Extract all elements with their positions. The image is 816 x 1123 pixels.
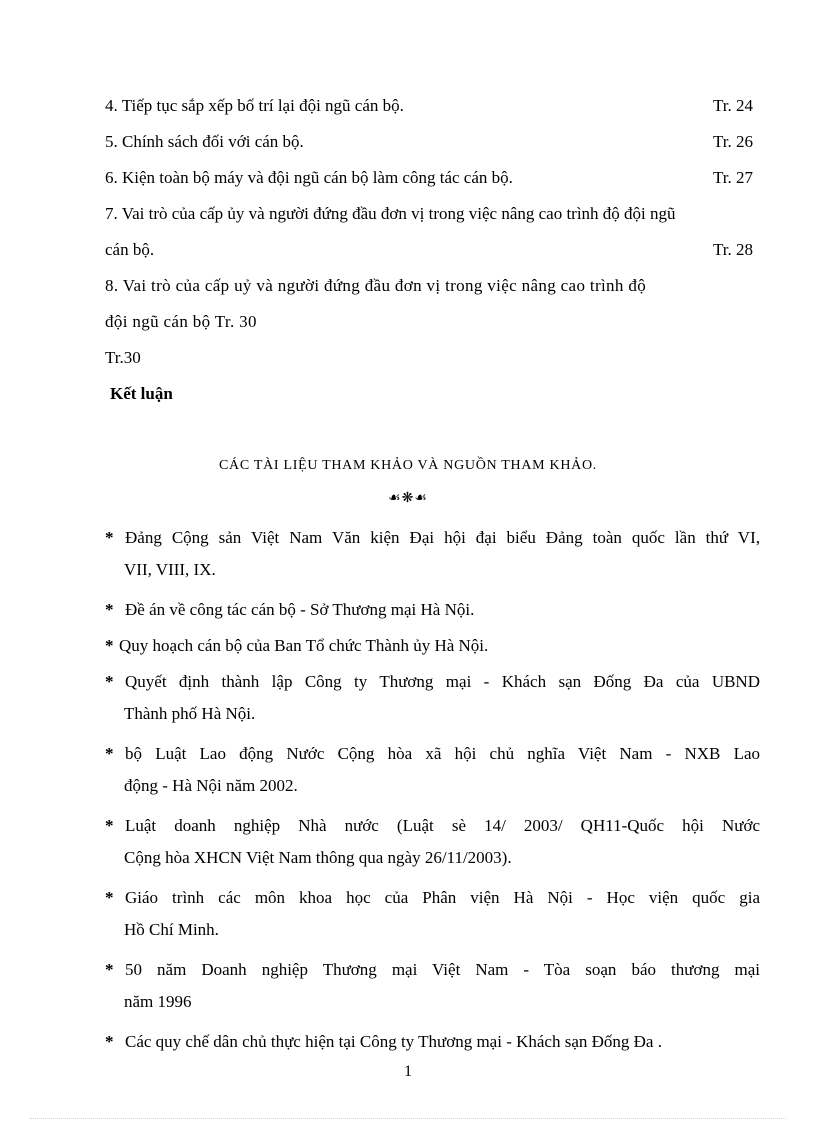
bullet-icon: * <box>105 600 114 619</box>
toc-entry-text: 6. Kiện toàn bộ máy và đội ngũ cán bộ làm công tác cán bộ. <box>105 168 513 187</box>
reference-item <box>105 528 760 580</box>
references-heading: CÁC TÀI LIỆU THAM KHẢO VÀ NGUỒN THAM KHẢO. <box>219 458 597 473</box>
toc-entry-4 <box>105 96 753 116</box>
toc-entry-text: đội ngũ cán bộ Tr. 30 <box>105 312 257 331</box>
reference-line: Luật doanh nghiệp Nhà nước (Luật sè 14/ 2003/ QH11-Quốc hội Nước <box>125 816 760 835</box>
reference-line-cont: Thành phố Hà Nội. <box>124 704 256 723</box>
conclusion-heading: Kết luận <box>110 384 173 403</box>
toc-entry-page-ref <box>105 348 753 368</box>
toc-entry-text: 7. Vai trò của cấp ủy và người đứng đầu đơn vị trong việc nâng cao trình độ đội ngũ <box>105 204 676 223</box>
bullet-icon: * <box>105 672 114 691</box>
reference-item <box>105 744 760 796</box>
toc-entry-text: 4. Tiếp tục sắp xếp bố trí lại đội ngũ cán bộ. <box>105 96 404 115</box>
reference-line-cont: năm 1996 <box>124 992 192 1011</box>
reference-line-cont: động - Hà Nội năm 2002. <box>124 776 298 795</box>
toc-entry-5 <box>105 132 753 152</box>
reference-item <box>105 1032 760 1052</box>
bullet-icon: * <box>105 1032 114 1051</box>
reference-line: Giáo trình các môn khoa học của Phân viện Hà Nội - Học viện quốc gia <box>125 888 760 907</box>
bullet-icon: * <box>105 636 114 655</box>
reference-line: Quy hoạch cán bộ của Ban Tổ chức Thành ủy Hà Nội. <box>119 636 489 655</box>
reference-item <box>105 600 760 620</box>
bullet-icon: * <box>105 816 114 835</box>
toc-entry-text: cán bộ. <box>105 240 155 259</box>
reference-line-cont: Cộng hòa XHCN Việt Nam thông qua ngày 26/11/2003). <box>124 848 512 867</box>
bullet-icon: * <box>105 888 114 907</box>
bullet-icon: * <box>105 744 114 763</box>
reference-line: Quyết định thành lập Công ty Thương mại - Khách sạn Đống Đa của UBND <box>125 672 760 691</box>
toc-entry-7-cont <box>105 240 753 260</box>
reference-line: Đề án về công tác cán bộ - Sở Thương mại Hà Nội. <box>125 600 475 619</box>
toc-entry-text: Tr.30 <box>105 348 141 367</box>
toc-entry-text: 8. Vai trò của cấp uỷ và người đứng đầu đơn vị trong việc nâng cao trình độ <box>105 276 647 295</box>
bullet-icon: * <box>105 528 114 547</box>
toc-entry-8-cont <box>105 312 753 332</box>
toc-entry-page: Tr. 26 <box>712 132 753 151</box>
toc-entry-page: Tr. 28 <box>712 240 753 259</box>
toc-entry-text: 5. Chính sách đối với cán bộ. <box>105 132 304 151</box>
reference-line: 50 năm Doanh nghiệp Thương mại Việt Nam - Tòa soạn báo thương mại <box>125 960 760 979</box>
page-footer-divider <box>30 1118 786 1119</box>
toc-entry-6 <box>105 168 753 188</box>
reference-item <box>105 960 760 1012</box>
reference-item <box>105 816 760 868</box>
reference-line-cont: Hồ Chí Minh. <box>124 920 219 939</box>
reference-line-cont: VII, VIII, IX. <box>124 560 216 579</box>
reference-item <box>105 888 760 940</box>
reference-line: bộ Luật Lao động Nước Cộng hòa xã hội chủ nghĩa Việt Nam - NXB Lao <box>125 744 760 763</box>
toc-entry-page: Tr. 27 <box>712 168 753 187</box>
toc-entry-page: Tr. 24 <box>712 96 753 115</box>
toc-entry-7 <box>105 204 753 224</box>
reference-line: Các quy chế dân chủ thực hiện tại Công ty Thương mại - Khách sạn Đống Đa . <box>125 1032 662 1051</box>
reference-line: Đảng Cộng sản Việt Nam Văn kiện Đại hội đại biểu Đảng toàn quốc lần thứ VI, <box>125 528 760 547</box>
bullet-icon: * <box>105 960 114 979</box>
reference-item <box>105 672 760 724</box>
ornament-divider-icon: ☙❋☙ <box>388 491 428 506</box>
reference-item <box>105 636 760 656</box>
page-number: 1 <box>404 1063 412 1080</box>
toc-entry-8 <box>105 276 742 296</box>
